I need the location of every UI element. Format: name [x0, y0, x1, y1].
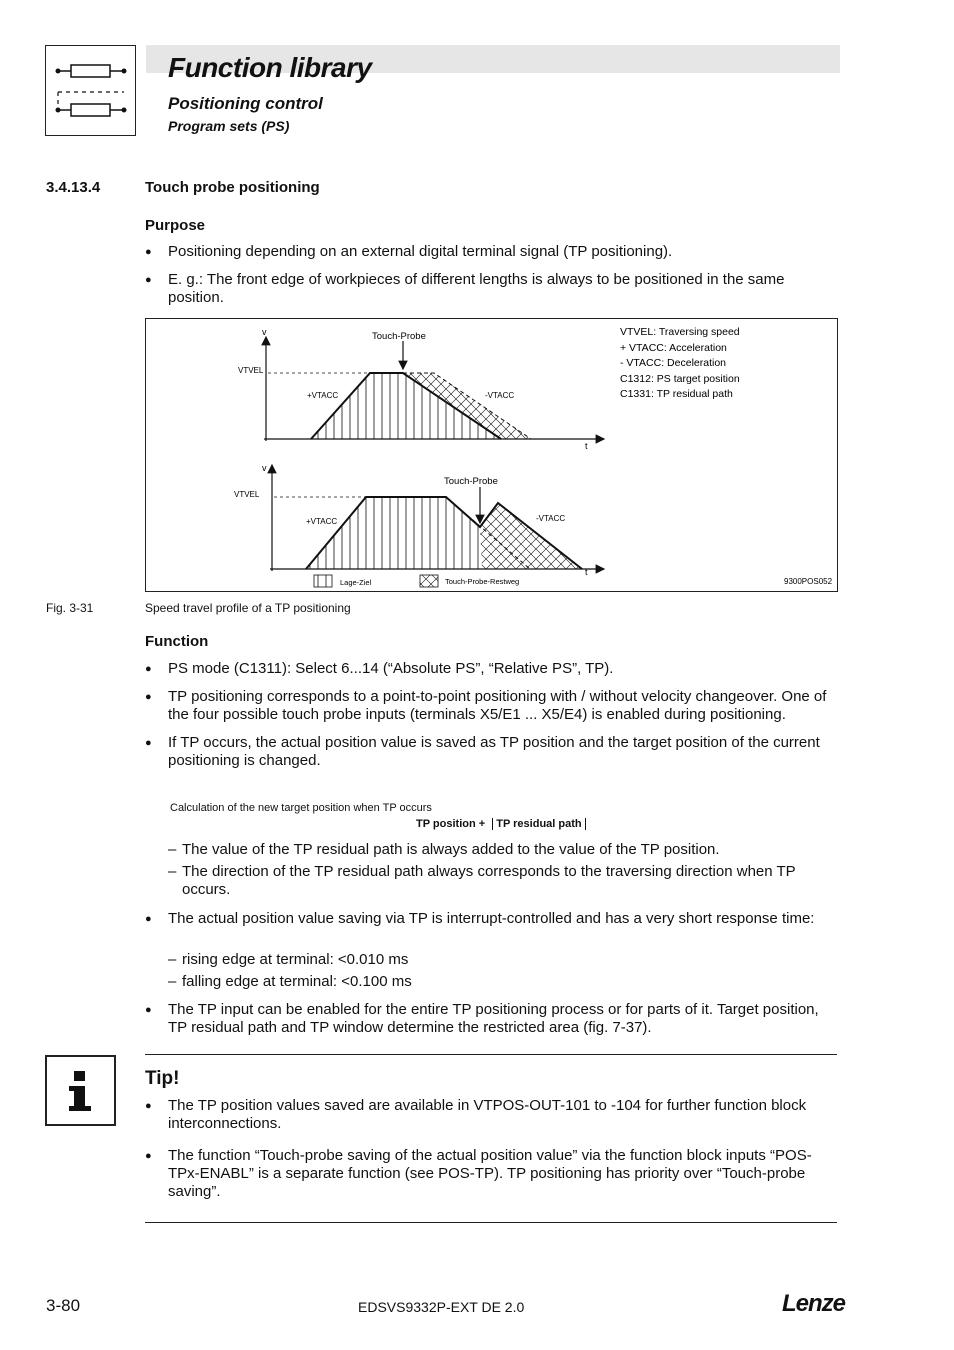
decel-label: -VTACC [536, 514, 566, 523]
formula-label: Calculation of the new target position when TP occurs [170, 802, 432, 814]
legend-line: C1331: TP residual path [620, 388, 733, 400]
formula [416, 818, 586, 830]
tip-list [145, 1097, 840, 1211]
list-item: ● The TP position values saved are available in VTPOS-OUT-101 to -104 for further function block interconnections. [145, 1097, 840, 1133]
legend-line: - VTACC: Deceleration [620, 357, 727, 369]
figure-code: 9300POS052 [784, 577, 833, 586]
list-item: – The direction of the TP residual path always corresponds to the traversing direction when TP occurs. [168, 863, 840, 899]
list-item: ● Positioning depending on an external digital terminal signal (TP positioning). [145, 243, 840, 261]
list-item: ● TP positioning corresponds to a point-to-point positioning with / without velocity changeover. One of the four possible touch probe inputs (terminals X5/E1 ... X5/E4) is enabled during positioning. [145, 688, 840, 724]
purpose-list [145, 243, 840, 317]
section-title: Touch probe positioning [145, 179, 320, 196]
tick-label-vtvel: VTVEL [234, 490, 260, 499]
page-subtitle: Positioning control [168, 94, 323, 113]
page-title: Function library [168, 52, 372, 83]
page-subsubtitle: Program sets (PS) [168, 118, 290, 134]
list-item: – The value of the TP residual path is always added to the value of the TP position. [168, 841, 840, 859]
function-dash-list-b [168, 951, 840, 995]
accel-label: +VTACC [307, 391, 339, 400]
key-label-tp: Touch-Probe-Restweg [445, 577, 520, 586]
axis-label-t: t [585, 567, 588, 577]
list-item: ● E. g.: The front edge of workpieces of different lengths is always to be positioned in the same position. [145, 271, 840, 307]
figure-number: Fig. 3-31 [46, 601, 94, 615]
legend-line: C1312: PS target position [620, 373, 740, 385]
function-list-c [145, 1001, 840, 1047]
figure-legend [620, 326, 740, 400]
list-item: – falling edge at terminal: <0.100 ms [168, 973, 840, 991]
tick-label-vtvel: VTVEL [238, 366, 264, 375]
legend-line: + VTACC: Acceleration [620, 342, 727, 354]
formula-part-a: TP position + [416, 818, 489, 830]
decel-label: -VTACC [485, 391, 515, 400]
purpose-heading: Purpose [145, 217, 206, 234]
tip-title: Tip! [145, 1068, 180, 1089]
list-item: ● If TP occurs, the actual position value is saved as TP position and the target position of the current positioning is changed. [145, 734, 840, 770]
function-list-a [145, 660, 840, 780]
list-item: ● The actual position value saving via TP is interrupt-controlled and has a very short response time: [145, 910, 840, 928]
brand-logo: Lenze [782, 1290, 846, 1317]
list-item: ● PS mode (C1311): Select 6...14 (“Absolute PS”, “Relative PS”, TP). [145, 660, 840, 678]
list-item: ● The TP input can be enabled for the entire TP positioning process or for parts of it. Target position, TP residual path and TP window determine the restricted area (fig. 7-37). [145, 1001, 840, 1037]
tip-divider-bottom [145, 1222, 837, 1223]
list-item: – rising edge at terminal: <0.010 ms [168, 951, 840, 969]
accel-label: +VTACC [306, 517, 338, 526]
axis-label-t: t [585, 441, 588, 451]
tip-divider-top [145, 1054, 837, 1055]
document-id: EDSVS9332P-EXT DE 2.0 [358, 1299, 525, 1315]
function-heading: Function [145, 633, 209, 650]
section-number: 3.4.13.4 [46, 179, 101, 196]
legend-line: VTVEL: Traversing speed [620, 326, 740, 338]
chapter-logo [45, 45, 136, 136]
list-item: ● The function “Touch-probe saving of the actual position value” via the function block inputs “POS-TPx-ENABL” is a separate function (see POS-TP). TP positioning has priority over “Touch-probe saving”. [145, 1147, 840, 1201]
info-icon [45, 1055, 116, 1126]
function-list-b [145, 910, 840, 932]
top-profile [238, 327, 604, 451]
figure-caption: Speed travel profile of a TP positioning [145, 601, 351, 615]
speed-profile-diagram [146, 319, 837, 591]
function-block-icon [46, 46, 135, 135]
axis-label-v: v [262, 327, 267, 337]
bottom-profile [234, 463, 604, 577]
speed-profile-figure [145, 318, 838, 592]
formula-part-b: TP residual path [492, 818, 585, 830]
axis-label-v: v [262, 463, 267, 473]
touch-probe-label: Touch-Probe [372, 331, 426, 342]
touch-probe-label: Touch-Probe [444, 476, 498, 487]
page-number: 3-80 [46, 1296, 81, 1315]
function-dash-list-a [168, 841, 840, 903]
key-label-lage: Lage-Ziel [340, 578, 372, 587]
hatch-key [314, 575, 833, 587]
